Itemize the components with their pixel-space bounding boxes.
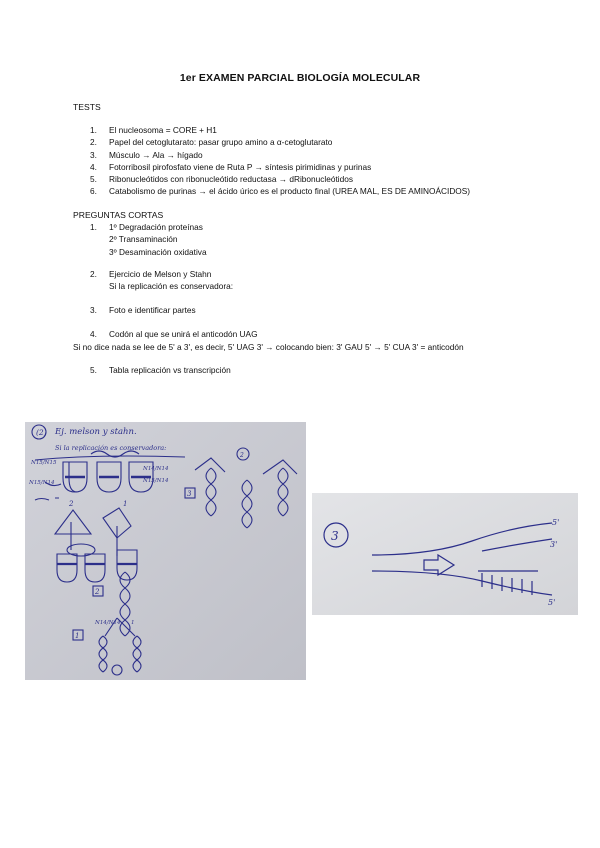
handwritten-label: N15/N15: [31, 460, 57, 466]
list-item: 5. Ribonucleótidos con ribonucleótido reductasa → dRibonucleótidos: [90, 174, 353, 185]
list-item: 1. 1º Degradación proteínas: [90, 222, 203, 232]
list-item: 3. Músculo → Ala → hígado: [90, 149, 203, 160]
replication-fork-sketch: [312, 493, 578, 615]
list-item: 3. Foto e identificar partes: [90, 305, 196, 315]
handwritten-number: (2): [36, 428, 47, 437]
handwritten-photo-meselson-stahl: [25, 422, 306, 680]
handwritten-number: 3: [331, 529, 339, 543]
handwritten-label: N15/N14: [29, 480, 55, 486]
list-item: 4. Fotorribosil pirofosfato viene de Ruta P → síntesis pirimidinas y purinas: [90, 161, 372, 172]
list-item: 2. Ejercicio de Melson y Stahn: [90, 269, 212, 279]
list-item: 6. Catabolismo de purinas → el ácido úrico es el producto final (UREA MAL, ES DE AMINOÁCIDOS): [90, 186, 471, 197]
page-title: 1er EXAMEN PARCIAL BIOLOGÍA MOLECULAR: [179, 72, 421, 84]
handwritten-label: 2: [240, 452, 244, 459]
short-q1: [90, 221, 207, 258]
list-item: 1. El nucleosoma = CORE + H1: [90, 125, 217, 135]
handwritten-label: 2: [69, 500, 74, 508]
tests-list: [90, 124, 470, 198]
handwritten-label: N14/N14: [95, 620, 121, 626]
tests-heading: TESTS: [73, 102, 101, 112]
list-item: 4. Codón al que se unirá el anticodón UAG: [90, 329, 258, 339]
handwritten-label: 1: [131, 620, 135, 626]
short-questions-heading: PREGUNTAS CORTAS: [73, 210, 164, 220]
list-item-continuation: 2º Transaminación: [109, 234, 178, 245]
handwritten-label: 3': [550, 540, 558, 549]
short-q5: [90, 364, 231, 376]
handwritten-photo-replication-fork: [312, 493, 578, 615]
short-q3: [90, 304, 196, 316]
short-q2: [90, 268, 233, 293]
handwritten-subtitle: Si la replicación es conservadora:: [55, 444, 167, 452]
meselson-stahl-sketch: [25, 422, 306, 680]
handwritten-label: 3: [187, 490, 192, 498]
handwritten-label: 2: [95, 588, 100, 596]
q4-note: Si no dice nada se lee de 5' a 3', es decir, 5' UAG 3' → colocando bien: 3' GAU 5' → 5' CUA 3' = anticodón: [73, 342, 464, 352]
handwritten-label: 5': [548, 598, 556, 607]
list-item: 2. Papel del cetoglutarato: pasar grupo amino a α-cetoglutarato: [90, 137, 333, 148]
handwritten-label: N15/N14: [143, 478, 169, 484]
handwritten-label: N14/N14: [143, 466, 169, 472]
handwritten-label: 1: [123, 500, 128, 508]
list-item-continuation: Si la replicación es conservadora:: [109, 281, 234, 292]
handwritten-title: Ej. melson y stahn.: [55, 427, 137, 437]
handwritten-label: 5': [552, 518, 560, 527]
short-q4: [90, 328, 258, 340]
list-item: 5. Tabla replicación vs transcripción: [90, 365, 231, 375]
handwritten-label: 1: [75, 632, 80, 640]
list-item-continuation: 3º Desaminación oxidativa: [109, 246, 207, 257]
